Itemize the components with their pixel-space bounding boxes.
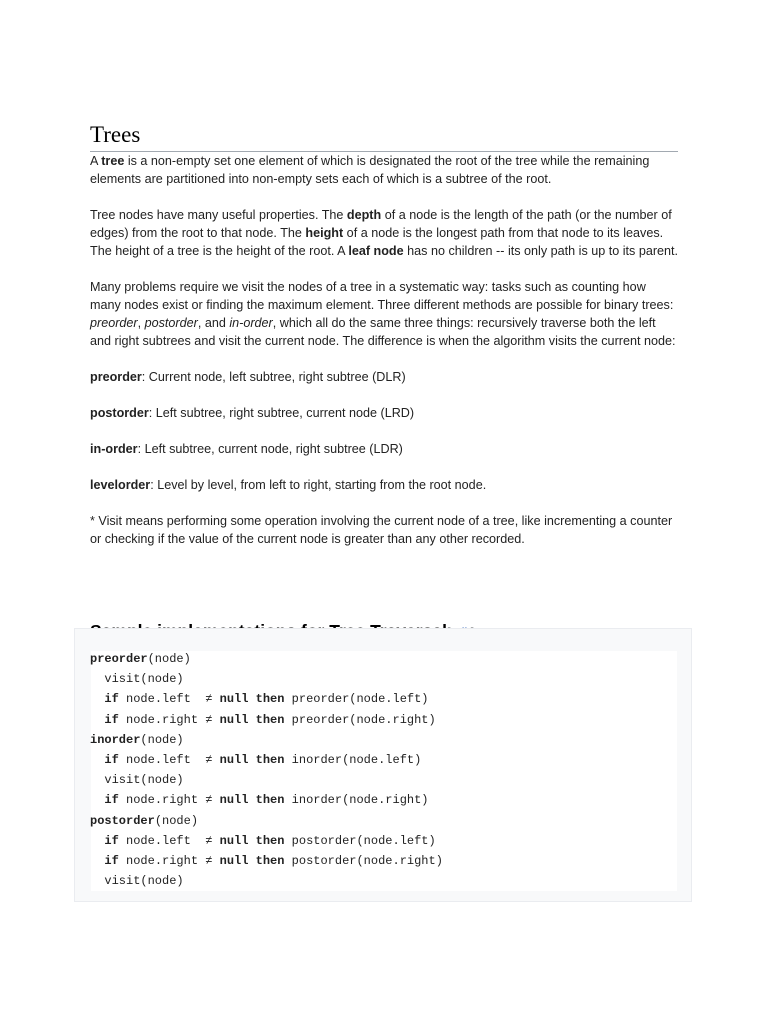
paragraph-tree-definition: A tree is a non-empty set one element of which is designated the root of the tree while the remaining elements are partitioned into non-empty sets each of which is a subtree of the root.: [90, 154, 650, 186]
definition-preorder: preorder: Current node, left subtree, right subtree (DLR): [90, 370, 406, 384]
paragraph-node-properties: Tree nodes have many useful properties. The depth of a node is the length of the path (or the number of edges) from the root to that node. The height of a node is the longest path from that node to its leaves. The height of a tree is the height of the root. A leaf node has no children -- its only path is up to its parent.: [90, 208, 679, 258]
code-line: postorder(node): [90, 813, 199, 828]
code-line: visit(node): [90, 874, 184, 889]
code-line: preorder(node): [90, 652, 191, 666]
code-line: visit(node): [90, 773, 184, 788]
paragraph-traversal-intro: Many problems require we visit the nodes of a tree in a systematic way: tasks such as counting how many nodes exist or finding the maximum element. Three different methods are possible for binary trees: preorder, postorder, and in-order, which all do the same three things: recursively traverse both the left and right subtrees and visit the current node. The difference is when the algorithm visits the current node:: [90, 280, 676, 348]
code-line: if node.right ≠ null then inorder(node.right): [104, 793, 429, 808]
definition-postorder: postorder: Left subtree, right subtree, current node (LRD): [90, 406, 415, 420]
traversal-code: [90, 649, 443, 891]
code-line: if node.left ≠ null then inorder(node.left): [104, 753, 422, 768]
definition-inorder: in-order: Left subtree, current node, right subtree (LDR): [90, 442, 403, 456]
page-title: Trees: [90, 121, 678, 152]
code-line: if node.right ≠ null then preorder(node.right): [104, 712, 436, 727]
code-line: if node.right ≠ null then postorder(node.right): [104, 854, 443, 869]
code-line: if node.left ≠ null then preorder(node.left): [104, 692, 429, 707]
visit-note: * Visit means performing some operation involving the current node of a tree, like incrementing a counter or checking if the value of the current node is greater than any other recorded.: [90, 514, 673, 546]
code-line: if node.left ≠ null then postorder(node.left): [104, 833, 436, 848]
code-line: visit(node): [90, 672, 184, 687]
definition-levelorder: levelorder: Level by level, from left to right, starting from the root node.: [90, 478, 487, 492]
article-body: [90, 152, 680, 566]
code-line: inorder(node): [90, 732, 184, 747]
